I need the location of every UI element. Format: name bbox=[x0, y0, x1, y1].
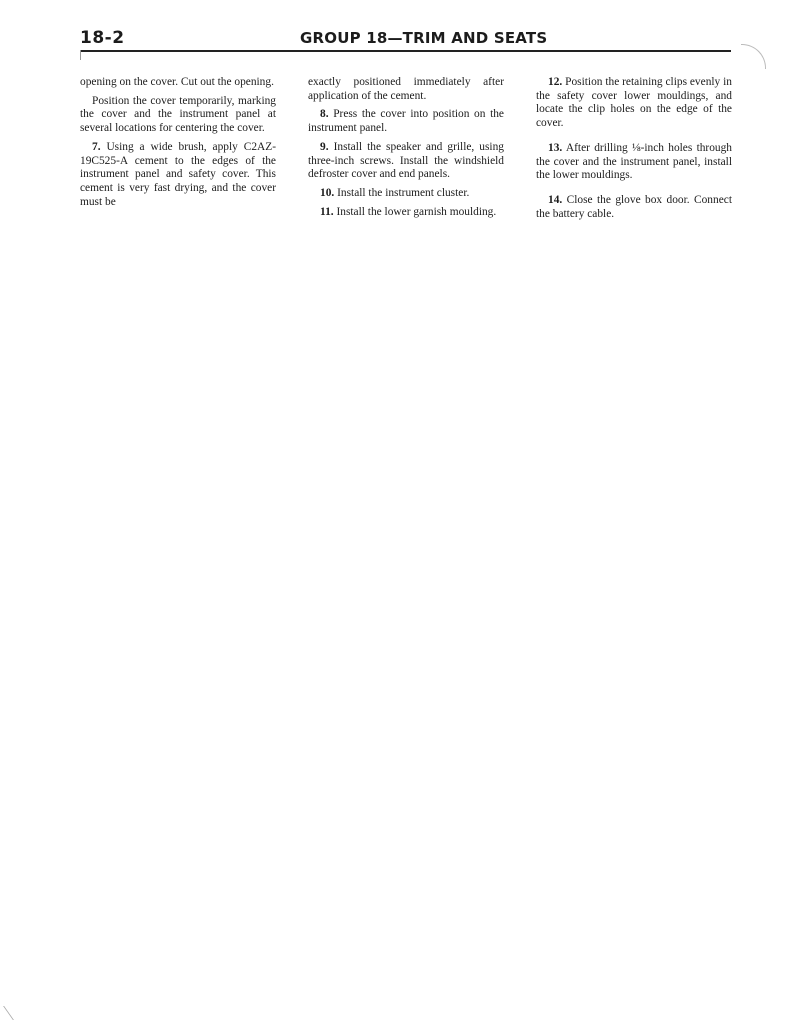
paragraph-text: Install the speaker and grille, using three-inch screws. Install the windshield defroster cover and end panels. bbox=[308, 140, 504, 181]
paragraph-step-13 bbox=[536, 142, 732, 183]
step-number: 7. bbox=[92, 140, 101, 153]
step-number: 12. bbox=[548, 76, 563, 88]
step-number: 13. bbox=[548, 141, 563, 154]
text-column-2 bbox=[308, 76, 504, 224]
paragraph-text: Position the cover temporarily, marking the cover and the instrument panel at several locations for centering the cover. bbox=[80, 94, 276, 135]
paragraph-text: Press the cover into position on the instrument panel. bbox=[308, 108, 504, 135]
page-edge-mark bbox=[3, 1006, 28, 1020]
text-column-1 bbox=[80, 76, 276, 214]
paragraph-text: exactly positioned immediately after application of the cement. bbox=[308, 76, 504, 102]
header-rule-tick bbox=[80, 50, 81, 60]
paragraph-step-11 bbox=[308, 206, 504, 220]
paragraph bbox=[308, 76, 504, 103]
paragraph-step-8 bbox=[308, 108, 504, 135]
paragraph-step-10 bbox=[308, 187, 504, 201]
header-rule bbox=[80, 50, 731, 52]
paragraph bbox=[80, 76, 276, 90]
step-number: 8. bbox=[320, 108, 329, 121]
paragraph-text: After drilling ⅛-inch holes through the cover and the instrument panel, install the lower mouldings. bbox=[536, 141, 733, 182]
paragraph-text: opening on the cover. Cut out the opening. bbox=[80, 76, 274, 88]
paragraph-text: Install the lower garnish moulding. bbox=[336, 205, 497, 218]
paragraph-step-12 bbox=[536, 76, 732, 131]
paragraph-step-7 bbox=[80, 141, 276, 210]
paragraph-text: Using a wide brush, apply C2AZ-19C525-A cement to the edges of the instrument panel and safety cover. This cement is very fast drying, and the cover must be bbox=[80, 140, 276, 208]
group-title: GROUP 18—TRIM AND SEATS bbox=[300, 29, 548, 47]
text-column-3 bbox=[536, 76, 732, 226]
step-number: 11. bbox=[320, 205, 334, 218]
paragraph-step-14 bbox=[536, 194, 732, 221]
step-number: 9. bbox=[320, 140, 329, 153]
paragraph-step-9 bbox=[308, 141, 504, 182]
paragraph bbox=[80, 95, 276, 136]
paragraph-text: Install the instrument cluster. bbox=[337, 186, 470, 199]
paragraph-text: Position the retaining clips evenly in the safety cover lower mouldings, and locate the clip holes on the edge of the cover. bbox=[536, 76, 732, 130]
step-number: 14. bbox=[548, 193, 563, 206]
step-number: 10. bbox=[320, 186, 335, 199]
page-corner-curl bbox=[741, 44, 766, 69]
paragraph-text: Close the glove box door. Connect the battery cable. bbox=[536, 193, 732, 220]
page-number: 18-2 bbox=[80, 28, 125, 48]
